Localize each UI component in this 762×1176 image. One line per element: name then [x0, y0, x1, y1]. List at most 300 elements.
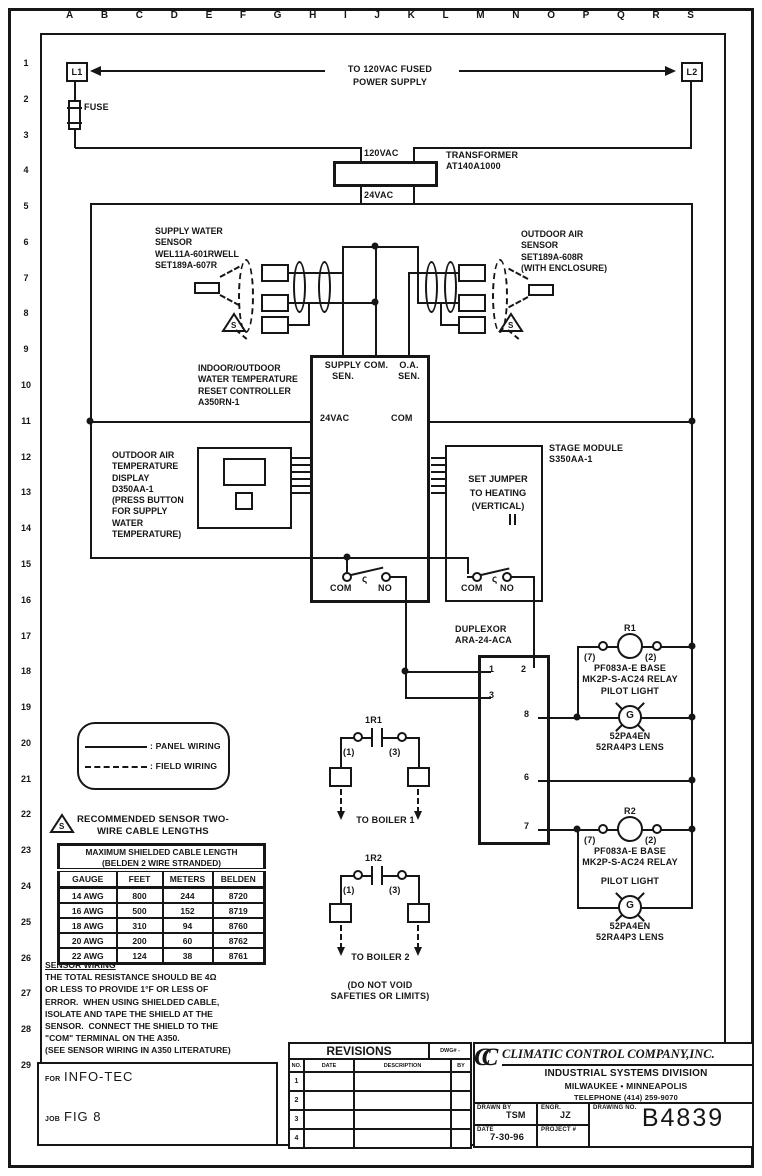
label-line: TEMPERATURE): [112, 529, 182, 540]
terminal-block: [458, 264, 486, 282]
wire: [390, 576, 406, 578]
grid-letter: F: [239, 10, 246, 21]
terminal-supply-sen: SUPPLY SEN.: [324, 360, 362, 381]
date-value: 7-30-96: [490, 1132, 525, 1143]
drawing-no-label: DRAWING NO.: [593, 1105, 637, 1111]
label-line: SENSOR: [155, 237, 193, 248]
company-phone: TELEPHONE (414) 259-9070: [573, 1093, 678, 1102]
grid-letter: S: [687, 10, 694, 21]
wire: [90, 557, 468, 559]
grid-row-number: 5: [23, 201, 29, 212]
grid-row-number: 1: [23, 58, 29, 68]
junction-dot: [689, 418, 696, 425]
shield-triangle-icon: [498, 311, 524, 333]
cell-belden: 8760: [213, 918, 265, 933]
duplexor-t2: 2: [521, 664, 527, 674]
switch-hook-icon: ς: [362, 574, 368, 585]
wire: [690, 82, 692, 148]
for-label: FOR: [45, 1076, 61, 1083]
revision-row: [289, 1110, 471, 1129]
grid-row-numbers: [17, 58, 35, 1070]
pilot-g: G: [626, 900, 634, 911]
table-row: [59, 933, 265, 948]
boiler-terminal: [407, 767, 430, 787]
label-line: FOR SUPPLY: [112, 506, 168, 517]
label-line: WEL11A-601RWELL: [155, 248, 239, 259]
company-division: INDUSTRIAL SYSTEMS DIVISION: [544, 1068, 708, 1079]
note-title: SENSOR WIRING: [45, 960, 116, 970]
label-line: (WITH ENCLOSURE): [521, 262, 608, 273]
relay1-t2: (2): [645, 652, 657, 662]
terminal-oa-sen: O.A. SEN.: [398, 360, 420, 381]
grid-row-number: 22: [20, 809, 31, 820]
jumper-symbol: [514, 514, 516, 525]
grid-row-number: 8: [23, 308, 29, 319]
revision-number: 2: [289, 1091, 304, 1110]
cell-gauge: 16 AWG: [59, 903, 117, 918]
wire: [467, 557, 469, 574]
title-block-divider: [473, 1124, 590, 1126]
cell-belden: 8762: [213, 933, 265, 948]
wire: [340, 737, 342, 768]
grid-letter: P: [582, 10, 590, 21]
contact-terminal: [353, 732, 363, 742]
contact-gap-mask: [373, 872, 381, 880]
col-no: NO.: [289, 1059, 304, 1072]
transformer-box: [333, 161, 438, 187]
lens1-label: 52PA4EN: [609, 921, 651, 931]
revision-number: 4: [289, 1129, 304, 1148]
ribbon-cable: [431, 457, 445, 495]
safety-note: (DO NOT VOID SAFETIES OR LIMITS): [330, 980, 430, 1001]
label-line: OUTDOOR AIR: [521, 229, 584, 239]
switch-no-label: NO: [378, 583, 392, 593]
boiler-terminal: [329, 767, 352, 787]
pilot-light-label: PILOT LIGHT: [600, 686, 660, 696]
wire: [511, 576, 534, 578]
revision-number: 3: [289, 1110, 304, 1129]
revision-row: [289, 1072, 471, 1091]
col-header: BELDEN: [213, 870, 265, 888]
grid-letter: D: [170, 10, 178, 21]
contact1-name: 1R1: [365, 715, 383, 725]
label-line: SET189A-608R: [521, 251, 584, 262]
l2-label: L2: [686, 67, 698, 77]
duplexor-t7: 7: [524, 821, 530, 831]
cable-table-title1: RECOMMENDED SENSOR TWO-: [77, 814, 229, 825]
junction-dot: [689, 643, 696, 650]
terminal-block: [261, 264, 289, 282]
grid-row-number: 18: [20, 666, 31, 677]
wire: [101, 70, 325, 72]
arrow-right-icon: [665, 66, 676, 76]
fuse-label: FUSE: [84, 102, 109, 112]
switch-no-label: NO: [500, 583, 514, 593]
grid-letter: J: [374, 10, 380, 21]
date-label: DATE: [477, 1127, 494, 1133]
contact1-t1: (1): [343, 747, 355, 757]
field-wire: [417, 789, 419, 813]
switch-com-label: COM: [461, 583, 483, 593]
revisions-dwg: DWG# -: [429, 1043, 471, 1059]
terminal-com: COM.: [363, 360, 389, 370]
revision-row: [289, 1129, 471, 1148]
sensor-wiring-note: [45, 959, 290, 1057]
revision-by: [451, 1110, 471, 1129]
cell-belden: 8720: [213, 888, 265, 904]
wire: [342, 246, 419, 248]
controller-box: [310, 355, 430, 603]
note-line: OR LESS TO PROVIDE 1°F OR LESS OF: [45, 984, 209, 995]
relay2-base: PF083A-E BASE: [593, 846, 667, 856]
field-wire: [417, 925, 419, 949]
wire: [288, 324, 309, 326]
note-line: "COM" TERMINAL ON THE A350.: [45, 1033, 180, 1044]
cable-oval: [293, 261, 306, 313]
junction-dot: [87, 418, 94, 425]
col-header: GAUGE: [59, 870, 117, 888]
legend-box: [77, 722, 230, 790]
company-cities: MILWAUKEE • MINNEAPOLIS: [564, 1081, 688, 1091]
cell-meters: 60: [163, 933, 213, 948]
label-line: SET JUMPER: [468, 474, 528, 484]
cell-gauge: 14 AWG: [59, 888, 117, 904]
contact2-t1: (1): [343, 885, 355, 895]
cell-feet: 800: [117, 888, 163, 904]
shield-s: S: [59, 822, 65, 831]
cell-meters: 244: [163, 888, 213, 904]
switch-contact: [342, 572, 352, 582]
cell-meters: 152: [163, 903, 213, 918]
note-line: THE TOTAL RESISTANCE SHOULD BE 4Ω: [45, 972, 217, 983]
relay1-base: PF083A-E BASE: [593, 663, 667, 673]
l1-label: L1: [71, 67, 83, 77]
relay2-model: MK2P-S-AC24 RELAY: [582, 857, 678, 867]
duplexor-t3: 3: [489, 690, 495, 700]
relay-terminal: [598, 641, 608, 651]
grid-row-number: 11: [21, 415, 31, 426]
legend-panel-label: : PANEL WIRING: [150, 741, 221, 751]
stage-module-label: STAGE MODULE S350AA-1: [549, 443, 624, 464]
engr-label: ENGR.: [541, 1105, 562, 1111]
label-line: SET189A-607R: [155, 259, 218, 270]
wire: [340, 875, 342, 904]
cell-gauge: 20 AWG: [59, 933, 117, 948]
wire: [408, 272, 410, 357]
display-button[interactable]: [235, 492, 253, 510]
relay1-model: MK2P-S-AC24 RELAY: [582, 674, 678, 684]
table-row: [59, 888, 265, 904]
project-label: PROJECT #: [541, 1127, 577, 1133]
label-line: WATER: [112, 517, 144, 528]
relay1-t7: (7): [584, 652, 596, 662]
grid-row-number: 12: [20, 451, 31, 462]
grid-row-number: 4: [23, 165, 29, 176]
wire: [74, 130, 76, 148]
revision-description: [354, 1091, 451, 1110]
jumper-symbol: [509, 514, 511, 525]
grid-row-number: 20: [20, 737, 31, 748]
grid-letter: M: [476, 10, 485, 21]
boiler-terminal: [407, 903, 430, 923]
grid-row-number: 14: [20, 523, 31, 534]
relay2-t7: (7): [584, 835, 596, 845]
grid-letter: K: [407, 10, 415, 21]
grid-letter: H: [309, 10, 317, 21]
grid-letter: R: [652, 10, 660, 21]
terminal-block: [261, 316, 289, 334]
outdoor-sensor-probe: [528, 284, 554, 296]
grid-row-number: 17: [20, 630, 31, 641]
grid-letter: N: [512, 10, 520, 21]
revision-by: [451, 1072, 471, 1091]
wire: [417, 246, 419, 304]
to-boiler2-label: TO BOILER 2: [351, 952, 410, 962]
pilot-g: G: [626, 710, 634, 721]
cable-oval: [425, 261, 438, 313]
cell-gauge: 22 AWG: [59, 948, 117, 964]
terminal-block: [458, 316, 486, 334]
cable-table-title2: WIRE CABLE LENGTHS: [97, 826, 209, 837]
note-line: SENSOR. CONNECT THE SHIELD TO THE: [45, 1021, 219, 1032]
label-line: OUTDOOR AIR: [112, 450, 175, 460]
grid-letter: I: [343, 10, 347, 21]
shield-s: S: [231, 321, 237, 330]
grid-row-number: 6: [23, 236, 29, 247]
grid-letter: B: [100, 10, 109, 21]
v120-label: 120VAC: [364, 148, 399, 158]
grid-letter: E: [205, 10, 213, 21]
display-screen: [223, 458, 266, 486]
duplexor-box: [478, 655, 550, 845]
revision-number: 1: [289, 1072, 304, 1091]
wire: [538, 829, 693, 831]
lens1-label: 52PA4EN: [609, 731, 651, 741]
duplexor-label: DUPLEXOR ARA-24-ACA: [455, 624, 513, 645]
cell-meters: 38: [163, 948, 213, 964]
grid-row-number: 2: [23, 93, 29, 104]
label-line: WATER TEMPERATURE: [198, 374, 298, 385]
col-header: FEET: [117, 870, 163, 888]
relay2-t2: (2): [645, 835, 657, 845]
grid-letter: Q: [616, 10, 625, 21]
company-name: CLIMATIC CONTROL COMPANY,INC.: [502, 1047, 752, 1066]
junction-dot: [689, 714, 696, 721]
duplexor-t1: 1: [489, 664, 495, 674]
cell-feet: 124: [117, 948, 163, 964]
relay2-coil: [617, 816, 643, 842]
note-line: ISOLATE AND TAPE THE SHIELD AT THE: [45, 1008, 213, 1019]
grid-row-number: 13: [20, 487, 31, 498]
cable-oval: [318, 261, 331, 313]
switch-hook-icon: ς: [492, 574, 498, 585]
cell-feet: 310: [117, 918, 163, 933]
grid-letter: G: [273, 10, 282, 21]
job-label: JOB: [45, 1116, 60, 1123]
relay-terminal: [652, 824, 662, 834]
grid-row-number: 26: [20, 952, 31, 963]
cable-length-table: [57, 843, 266, 965]
switch-contact: [472, 572, 482, 582]
contact-bar: [371, 728, 373, 747]
label-line: (PRESS BUTTON: [112, 495, 184, 506]
drawing-number: B4839: [641, 1104, 725, 1132]
revision-date: [304, 1110, 354, 1129]
relay1-coil: [617, 633, 643, 659]
label-line: DISPLAY: [112, 472, 150, 483]
transformer-label: TRANSFORMER AT140A1000: [446, 150, 519, 171]
junction-dot: [372, 299, 379, 306]
grid-row-number: 3: [23, 129, 29, 140]
shield-triangle-icon: [49, 812, 75, 834]
revision-date: [304, 1091, 354, 1110]
revision-description: [354, 1129, 451, 1148]
label-line: INDOOR/OUTDOOR: [198, 363, 281, 373]
revision-by: [451, 1091, 471, 1110]
grid-row-number: 9: [23, 344, 29, 355]
lens2-label: 52RA4P3 LENS: [596, 932, 664, 942]
terminal-block: [261, 294, 289, 312]
wire: [429, 421, 693, 423]
junction-dot: [689, 826, 696, 833]
wire: [691, 203, 693, 909]
table-row: [59, 903, 265, 918]
wire: [440, 302, 442, 326]
duplexor-t8: 8: [524, 709, 530, 719]
contact1-t3: (3): [389, 747, 401, 757]
revision-date: [304, 1129, 354, 1148]
wire: [90, 203, 92, 559]
wire: [74, 82, 76, 100]
fuse-cap: [67, 122, 82, 124]
grid-letter: L: [442, 10, 449, 21]
junction-dot: [574, 714, 581, 721]
cell-feet: 500: [117, 903, 163, 918]
fuse-symbol: [68, 100, 81, 130]
legend-field-label: : FIELD WIRING: [150, 761, 218, 771]
wire: [440, 324, 459, 326]
label-line: SUPPLY WATER: [155, 226, 223, 236]
wire: [413, 147, 692, 149]
revision-row: [289, 1091, 471, 1110]
revisions-title: REVISIONS: [289, 1043, 429, 1059]
contact2-name: 1R2: [365, 853, 383, 863]
grid-row-number: 19: [20, 702, 31, 713]
contact-bar: [381, 866, 383, 885]
wire: [538, 780, 693, 782]
arrow-left-icon: [90, 66, 101, 76]
wire: [577, 829, 579, 909]
grid-row-number: 7: [23, 272, 29, 283]
job-value: FIG 8: [64, 1109, 102, 1124]
supply-water-sensor-label: [155, 226, 239, 271]
label-line: A350RN-1: [198, 396, 240, 407]
revision-description: [354, 1072, 451, 1091]
ribbon-cable: [291, 457, 310, 495]
pilot-light-label: PILOT LIGHT: [600, 876, 660, 886]
shield-s: S: [508, 321, 514, 330]
col-date: DATE: [304, 1059, 354, 1072]
label-line: TEMPERATURE: [112, 461, 179, 472]
grid-row-number: 15: [20, 558, 31, 569]
table-header: (BELDEN 2 WIRE STRANDED): [59, 857, 265, 870]
cell-belden: 8761: [213, 948, 265, 964]
relay2-name: R2: [624, 806, 636, 816]
wire: [75, 147, 362, 149]
grid-letter: C: [135, 10, 144, 21]
junction-dot: [689, 777, 696, 784]
field-wire: [340, 925, 342, 949]
stage-jumper-note: [452, 473, 544, 514]
v24-label: 24VAC: [364, 190, 394, 200]
switch-com-label: COM: [330, 583, 352, 593]
engr-value: JZ: [560, 1110, 571, 1120]
lens2-label: 52RA4P3 LENS: [596, 742, 664, 752]
grid-row-number: 25: [20, 916, 31, 927]
display-label: [112, 450, 184, 540]
contact-bar: [371, 866, 373, 885]
wire: [418, 737, 420, 768]
wire: [405, 576, 407, 699]
relay-terminal: [598, 824, 608, 834]
revision-date: [304, 1072, 354, 1091]
boiler-terminal: [329, 903, 352, 923]
for-value: INFO-TEC: [64, 1069, 134, 1084]
grid-letter: A: [66, 10, 74, 21]
contact-terminal: [353, 870, 363, 880]
revision-by: [451, 1129, 471, 1148]
legend-field-line: [85, 766, 147, 768]
label-line: TO HEATING: [469, 487, 527, 498]
grid-row-number: 10: [20, 380, 31, 391]
grid-row-number: 24: [20, 880, 31, 891]
grid-row-number: 28: [20, 1024, 31, 1035]
relay1-name: R1: [624, 623, 636, 633]
contact-terminal: [397, 732, 407, 742]
fuse-cap: [67, 107, 82, 109]
cable-oval: [444, 261, 457, 313]
cell-gauge: 18 AWG: [59, 918, 117, 933]
junction-dot: [574, 826, 581, 833]
grid-row-number: 23: [20, 845, 31, 856]
contact-terminal: [397, 870, 407, 880]
table-header: MAXIMUM SHIELDED CABLE LENGTH: [59, 845, 265, 858]
cell-belden: 8719: [213, 903, 265, 918]
grid-letter: O: [547, 10, 555, 21]
duplexor-t6: 6: [524, 772, 530, 782]
shield-triangle-icon: [221, 311, 247, 333]
grid-row-number: 16: [20, 594, 31, 605]
revision-description: [354, 1110, 451, 1129]
col-desc: DESCRIPTION: [354, 1059, 451, 1072]
supply-sensor-probe: [194, 282, 220, 294]
legend-panel-line: [85, 746, 147, 748]
terminal-block: [458, 294, 486, 312]
grid-row-number: 29: [20, 1059, 31, 1070]
wire: [459, 70, 665, 72]
grid-letters: [66, 10, 694, 21]
junction-dot: [372, 243, 379, 250]
contact-gap-mask: [373, 734, 381, 742]
wire: [342, 246, 344, 357]
note-line: ERROR. WHEN USING SHIELDED CABLE,: [45, 996, 220, 1007]
revisions-table: [288, 1042, 472, 1149]
drawn-by-label: DRAWN BY: [477, 1105, 512, 1111]
note-line: (SEE SENSOR WIRING IN A350 LITERATURE): [45, 1045, 231, 1056]
grid-row-number: 27: [20, 988, 31, 999]
wire: [418, 875, 420, 904]
cell-meters: 94: [163, 918, 213, 933]
